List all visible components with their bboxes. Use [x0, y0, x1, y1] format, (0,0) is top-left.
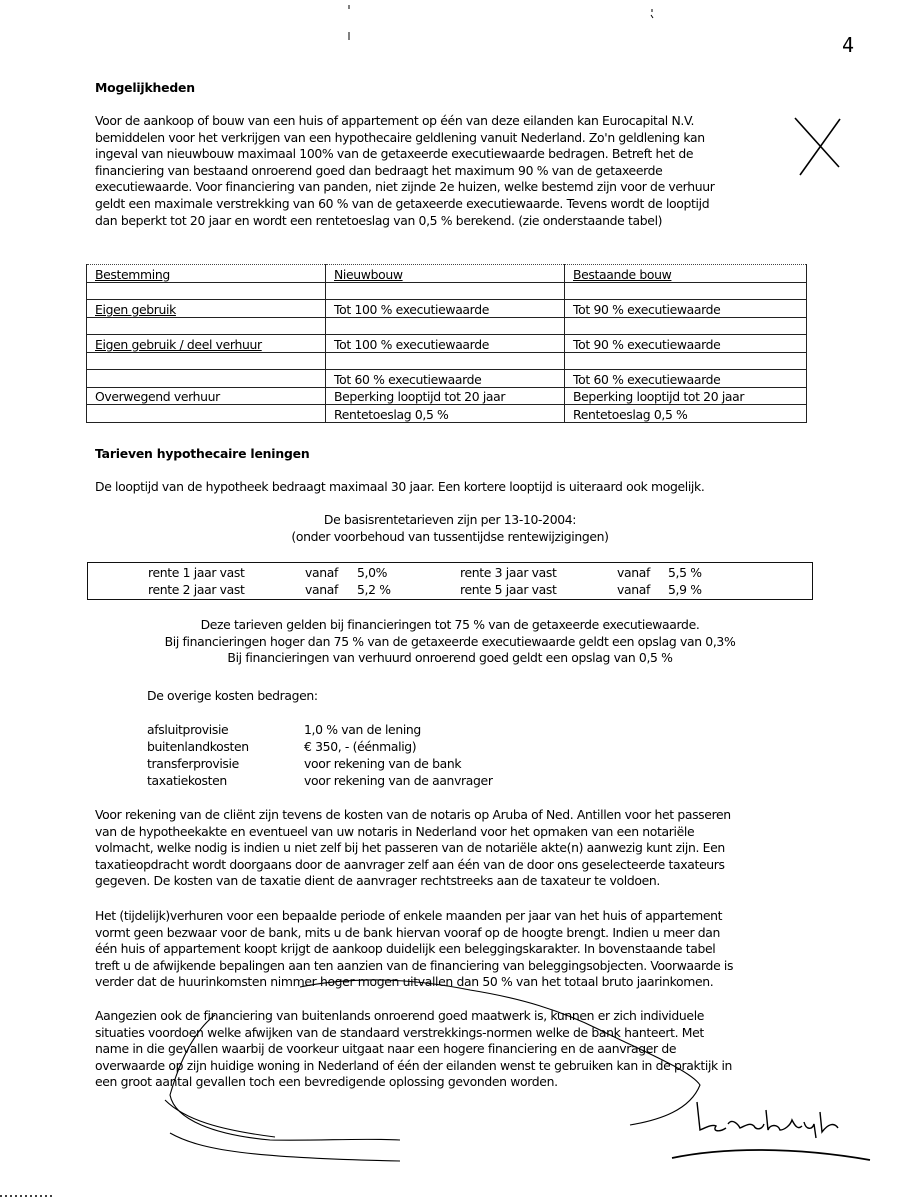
rate-note: Deze tarieven gelden bij financieringen tot 75 % van de getaxeerde executiewaarde. [200, 617, 700, 632]
rates-subheading: (onder voorbehoud van tussentijdse rentewijzigingen) [291, 528, 609, 544]
table-row [87, 300, 807, 318]
rate-prefix: vanaf [617, 582, 650, 597]
table-cell: Tot 100 % executiewaarde [326, 300, 565, 318]
table-cell: Overwegend verhuur [87, 387, 326, 405]
table-cell: Tot 60 % executiewaarde [565, 370, 807, 388]
rate-value: 5,5 % [668, 565, 702, 580]
rate-value: 5,2 % [357, 582, 391, 597]
rate-prefix: vanaf [305, 582, 338, 597]
financing-table [86, 264, 807, 423]
paragraph-line: Voor rekening van de cliënt zijn tevens de kosten van de notaris op Aruba of Ned. Antillen voor het passeren [95, 807, 731, 822]
table-row [87, 317, 807, 335]
paragraph-line: Aangezien ook de financiering van buitenlands onroerend goed maatwerk is, kunnen er zich individuele [95, 1008, 705, 1023]
rate-label: rente 2 jaar vast [148, 582, 245, 597]
header-nieuwbouw: Nieuwbouw [326, 265, 565, 283]
cost-label: afsluitprovisie [147, 722, 229, 737]
table-cell [87, 370, 326, 388]
rates-row [88, 582, 812, 599]
signature-underline-icon [672, 1150, 870, 1160]
other-costs-heading: De overige kosten bedragen: [147, 688, 318, 703]
rate-value: 5,0% [357, 565, 388, 580]
table-cell [565, 352, 807, 370]
table-cell [326, 282, 565, 300]
handwritten-word-icon [697, 1102, 838, 1138]
paragraph-line: name in die gevallen waarbij de voorkeur uitgaat naar een hogere financiering en de aanvrager de [95, 1041, 677, 1057]
paragraph-line: dan beperkt tot 20 jaar en wordt een rentetoeslag van 0,5 % berekend. (zie onderstaande tabel) [95, 212, 663, 228]
table-cell [565, 282, 807, 300]
table-header-row [87, 265, 807, 283]
cost-label: transferprovisie [147, 756, 239, 771]
table-cell: Beperking looptijd tot 20 jaar [326, 387, 565, 405]
notary-paragraph [95, 807, 815, 890]
table-cell: Beperking looptijd tot 20 jaar [565, 387, 807, 405]
term-paragraph: De looptijd van de hypotheek bedraagt maximaal 30 jaar. Een kortere looptijd is uiteraard ook mogelijk. [95, 479, 705, 494]
table-row [87, 387, 807, 405]
paragraph-line: treft u de afwijkende bepalingen aan ten aanzien van de financiering van beleggingsobjecten. Voorwaarde is [95, 957, 734, 973]
header-bestemming: Bestemming [87, 265, 326, 283]
cost-value: € 350, - (éénmalig) [304, 739, 417, 754]
table-cell [87, 317, 326, 335]
cost-value: voor rekening van de aanvrager [304, 773, 493, 788]
table-cell [565, 317, 807, 335]
rate-note: Bij financieringen hoger dan 75 % van de getaxeerde executiewaarde geldt een opslag van 0,3% [164, 633, 736, 649]
paragraph-line: executiewaarde. Voor financiering van panden, niet zijnde 2e huizen, welke bestemd zijn voor de verhuur [95, 179, 715, 195]
rate-prefix: vanaf [305, 565, 338, 580]
rate-label: rente 3 jaar vast [460, 565, 557, 580]
table-cell: Eigen gebruik / deel verhuur [87, 335, 326, 353]
page-number: 4 [842, 33, 855, 57]
rates-heading-block [0, 512, 900, 545]
cost-value: voor rekening van de bank [304, 756, 462, 771]
table-cell [326, 352, 565, 370]
paragraph-line: situaties voordoen welke afwijken van de standaard verstrekkings-normen welke de bank hanteert. Met [95, 1024, 704, 1040]
paragraph-line: Voor de aankoop of bouw van een huis of appartement op één van deze eilanden kan Eurocapital N.V. [95, 113, 695, 128]
rate-note: Bij financieringen van verhuurd onroerend goed geldt een opslag van 0,5 % [227, 650, 673, 666]
rates-heading: De basisrentetarieven zijn per 13-10-2004: [323, 512, 577, 527]
custom-paragraph [95, 1008, 815, 1091]
rental-paragraph [95, 908, 815, 991]
scan-specks-icon [349, 5, 653, 40]
table-row [87, 282, 807, 300]
paragraph-line: financiering van bestaand onroerend goed dan bedraagt het maximum 90 % van de getaxeerde [95, 162, 663, 178]
paragraph-line: geldt een maximale verstrekking van 60 % van de getaxeerde executiewaarde. Tevens wordt de looptijd [95, 195, 710, 211]
rates-box [87, 562, 813, 600]
paragraph-line: een groot aantal gevallen toch een bevredigende oplossing gevonden worden. [95, 1074, 558, 1090]
paragraph-line: ingeval van nieuwbouw maximaal 100% van de getaxeerde executiewaarde bedragen. Betreft het de [95, 146, 694, 162]
cost-label: taxatiekosten [147, 773, 227, 788]
paragraph-line: bemiddelen voor het verkrijgen van een hypothecaire geldlening vanuit Nederland. Zo'n geldlening kan [95, 129, 705, 145]
paragraph-line: gegeven. De kosten van de taxatie dient de aanvrager rechtstreeks aan de taxateur te voldoen. [95, 873, 660, 889]
rate-label: rente 1 jaar vast [148, 565, 245, 580]
paragraph-line: Het (tijdelijk)verhuren voor een bepaalde periode of enkele maanden per jaar van het huis of appartement [95, 908, 723, 923]
table-cell: Tot 90 % executiewaarde [565, 300, 807, 318]
paragraph-line: van de hypotheekakte en eventueel van uw notaris in Nederland voor het opmaken van een notariële [95, 823, 695, 839]
header-bestaande-bouw: Bestaande bouw [565, 265, 807, 283]
table-cell: Tot 100 % executiewaarde [326, 335, 565, 353]
table-cell: Rentetoeslag 0,5 % [326, 405, 565, 423]
paragraph-line: volmacht, welke nodig is indien u niet zelf bij het passeren van de notariële akte(n) aanwezig kunt zijn. Een [95, 840, 725, 856]
table-row [87, 335, 807, 353]
table-cell [87, 282, 326, 300]
table-cell: Rentetoeslag 0,5 % [565, 405, 807, 423]
table-cell: Eigen gebruik [87, 300, 326, 318]
table-cell [87, 352, 326, 370]
table-cell [326, 317, 565, 335]
table-row [87, 370, 807, 388]
cost-value: 1,0 % van de lening [304, 722, 421, 737]
table-cell: Tot 60 % executiewaarde [326, 370, 565, 388]
rates-row [88, 565, 812, 582]
table-row [87, 352, 807, 370]
paragraph-line: verder dat de huurinkomsten nimmer hoger mogen uitvallen dan 50 % van het totaal bruto jaarinkomen. [95, 974, 714, 990]
rate-label: rente 5 jaar vast [460, 582, 557, 597]
section-title-tarieven: Tarieven hypothecaire leningen [95, 446, 310, 461]
table-cell: Tot 90 % executiewaarde [565, 335, 807, 353]
paragraph-line: één huis of appartement koopt krijgt de aankoop duidelijk een beleggingskarakter. In bovenstaande tabel [95, 941, 716, 957]
paragraph-line: taxatieopdracht wordt doorgaans door de aanvrager zelf aan één van de door ons geselecteerde taxateurs [95, 856, 725, 872]
paragraph-line: vormt geen bezwaar voor de bank, mits u de bank hiervan vooraf op de hoogte brengt. Indien u meer dan [95, 924, 721, 940]
rate-prefix: vanaf [617, 565, 650, 580]
table-row [87, 405, 807, 423]
section-title-mogelijkheden: Mogelijkheden [95, 80, 195, 95]
table-cell [87, 405, 326, 423]
rate-notes [0, 617, 900, 667]
rate-value: 5,9 % [668, 582, 702, 597]
paragraph-line: overwaarde op zijn huidige woning in Nederland of één der eilanden wenst te gebruiken kan in de praktijk in [95, 1057, 733, 1073]
cost-label: buitenlandkosten [147, 739, 249, 754]
intro-paragraph [95, 113, 815, 229]
